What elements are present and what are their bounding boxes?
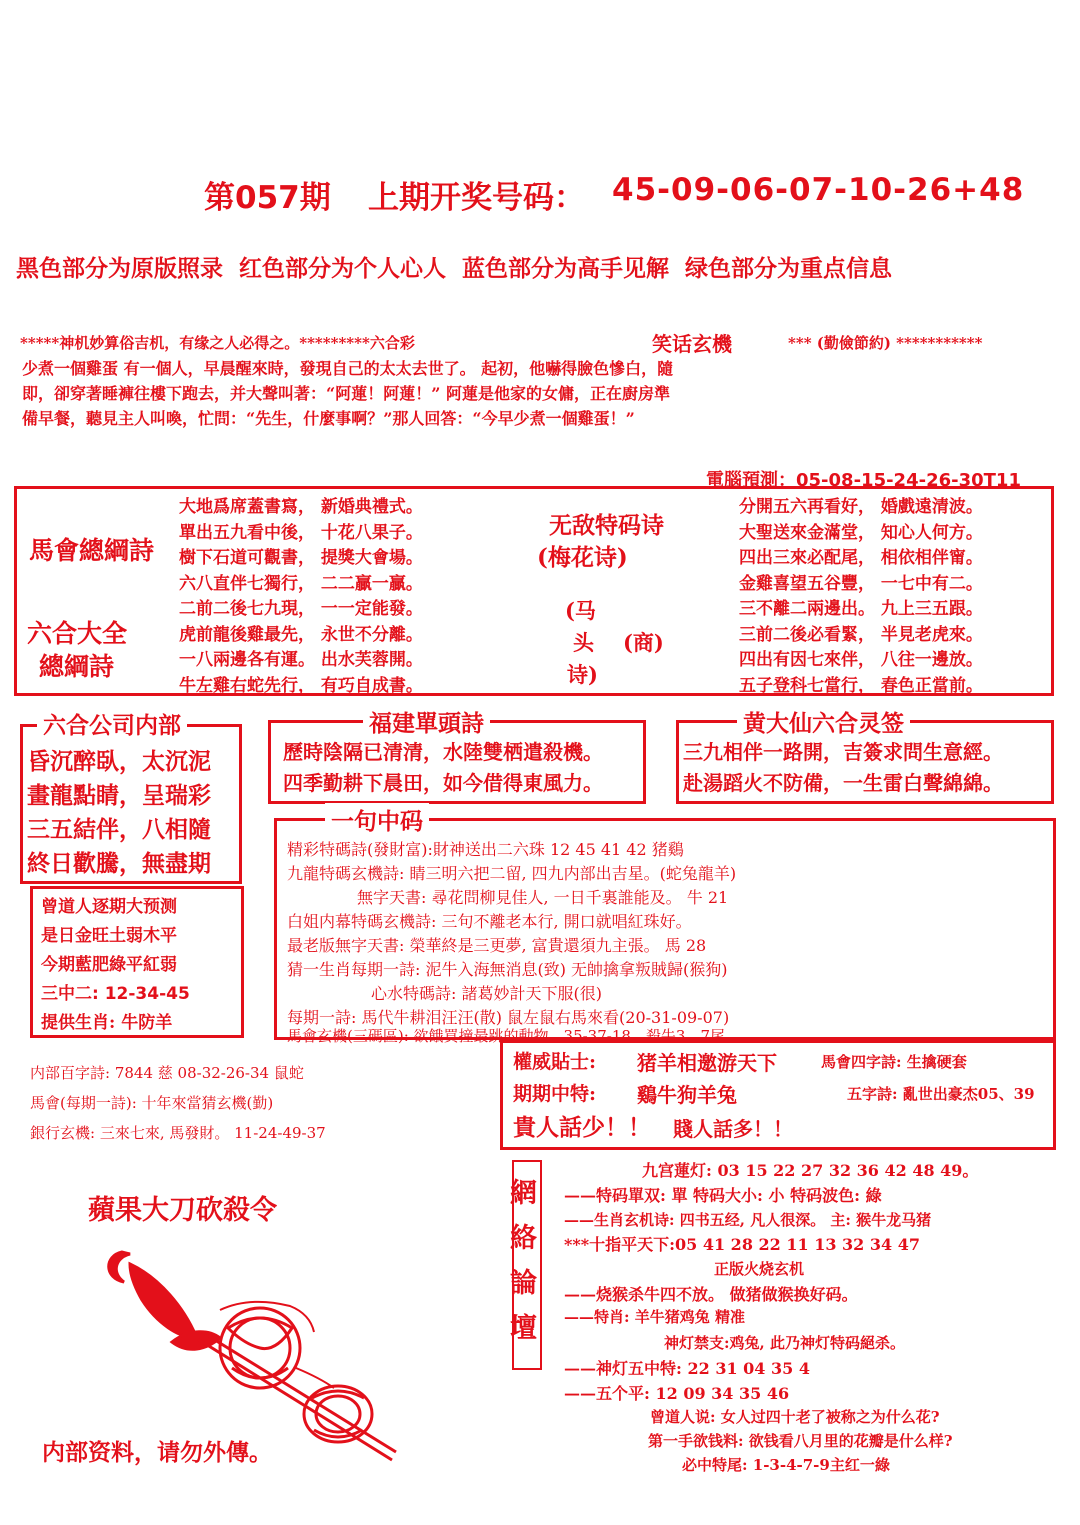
- authority-label-1: 權威貼士:: [513, 1051, 597, 1073]
- slogan-lowly: 賤人話多！！: [673, 1117, 793, 1141]
- network-line: 九宫蓮灯: 03 15 22 27 32 36 42 48 49。: [642, 1161, 979, 1180]
- poem-line: 二前二後七九現， 一一定能發。: [179, 599, 423, 619]
- neibu-section: [30, 1058, 326, 1148]
- yiju-line: 猜一生肖每期一詩: 泥牛入海無消息(致) 无帥擒拿叛賊歸(猴狗): [287, 960, 728, 979]
- yiju-line: 最老版無字天書: 榮華終是三更夢, 富貴還須九主張。 馬 28: [287, 936, 707, 955]
- fujian-line: 四季勤耕下晨田，如今借得東風力。: [283, 771, 603, 795]
- computer-prediction: 電腦預測：05-08-15-24-26-30T11: [706, 470, 1021, 491]
- joke-heading-left: *****神机妙算俗吉机，有缘之人必得之。*********六合彩: [20, 334, 415, 352]
- authority-text-1: 猪羊相邀游天下: [637, 1051, 777, 1075]
- shang-label: (商): [623, 630, 664, 655]
- liuhe-title-2: 總綱詩: [39, 652, 115, 681]
- network-line: ——烧猴杀牛四不放。 做猪做猴换好码。: [564, 1285, 858, 1304]
- poem-line: 三不離二兩邊出。 九上三五跟。: [739, 599, 983, 619]
- authority-right-2: 五字詩: 亂世出豪杰05、39: [847, 1085, 1035, 1103]
- network-line: ——神灯五中特: 22 31 04 35 4: [564, 1359, 810, 1378]
- zengdao-line: 三中二: 12-34-45: [41, 984, 190, 1004]
- poem-line: 五子登科七當行， 春色正當前。: [739, 675, 983, 696]
- joke-heading-title: 笑话玄機: [652, 332, 732, 356]
- network-line: 曾道人说: 女人过四十老了被称之为什么花?: [650, 1408, 940, 1426]
- slogan-nobles: 貴人話少！！: [513, 1114, 651, 1141]
- company-line: 昏沉醉臥，太沉泥: [27, 748, 211, 775]
- joke-line: 少煮一個雞蛋 有一個人，早晨醒來時，發現自己的太太去世了。 起初，他嚇得臉色慘白，隨: [22, 359, 674, 378]
- meihua-title: (梅花诗): [537, 544, 628, 571]
- wudi-title: 无敌特码诗: [549, 512, 664, 539]
- poem-line: 大地爲席蓋書寫， 新婚典禮式。: [179, 497, 423, 517]
- network-line: ——五个平: 12 09 34 35 46: [564, 1384, 790, 1403]
- fujian-line: 歷時陰隔已清清，水陸雙栖遣殺機。: [283, 740, 603, 764]
- neibu-line: 内部百字詩: 7844 慈 08-32-26-34 鼠蛇: [30, 1064, 304, 1082]
- mahui-title: 馬會總綱詩: [29, 536, 155, 565]
- network-line: ——特码單双: 單 特码大小: 小 特码波色: 綠: [564, 1186, 882, 1205]
- yiju-title: 一句中码: [325, 803, 429, 836]
- company-box: [20, 712, 242, 884]
- poem-line: 六八直伴七獨行， 二二贏一贏。: [179, 573, 423, 594]
- authority-text-2: 鷄牛狗羊兔: [637, 1083, 737, 1107]
- poem-line: 單出五九看中後， 十花八果子。: [179, 522, 423, 543]
- huangdaxian-line: 三九相伴一路開，吉簽求問生意經。: [683, 740, 1003, 764]
- matou-1: (马: [565, 598, 596, 623]
- zengdao-line: 是日金旺土弱木平: [41, 926, 177, 946]
- yiju-line: 每期一詩: 馬代牛耕泪汪汪(散) 鼠左鼠右馬來看(20-31-09-07): [287, 1008, 730, 1027]
- joke-heading-right: *** (勤儉節約) ***********: [788, 334, 983, 352]
- joke-line: 備早餐，聽見主人叫喚，忙問：“先生，什麼事啊？”那人回答：“今早少煮一個雞蛋！”: [22, 409, 635, 428]
- authority-box: [500, 1040, 1056, 1150]
- poem-line: 樹下石道可觀書， 提獎大會場。: [179, 548, 423, 568]
- liuhe-title-1: 六合大全: [27, 619, 128, 648]
- joke-text: [22, 356, 673, 431]
- poem-left: [179, 495, 423, 699]
- yiju-line: 精彩特碼詩(發財富):財神送出二六珠 12 45 41 42 猪鷄: [287, 840, 684, 859]
- huangdaxian-box: [676, 710, 1054, 804]
- company-lines: [27, 745, 211, 881]
- poem-line: 四出三來必配尾， 相依相伴甯。: [739, 548, 983, 568]
- poem-line: 分開五六再看好， 婚戲遠清波。: [739, 497, 983, 517]
- zengdao-box: [30, 886, 244, 1038]
- joke-line: 即，卻穿著睡褲往樓下跑去，并大聲叫著：“阿蓮！阿蓮！” 阿蓮是他家的女傭，正在廚房準: [22, 384, 670, 403]
- authority-right-1: 馬會四字詩: 生擒硬套: [821, 1053, 967, 1071]
- blade-icon: [130, 1264, 196, 1337]
- network-line: ***十指平天下:05 41 28 22 11 13 32 34 47: [564, 1235, 920, 1254]
- main-poem-box: [14, 486, 1054, 696]
- yiju-line: 心水特碼詩: 諸葛妙計天下服(很): [371, 984, 602, 1003]
- zengdao-title: 曾道人逐期大预测: [41, 897, 177, 917]
- apple-footer: 内部资料，请勿外傳。: [42, 1439, 272, 1466]
- crescent-icon: [109, 1252, 130, 1282]
- poem-line: 虎前龍後雞最先， 永世不分離。: [179, 624, 423, 645]
- network-line: ——生肖玄机诗: 四书五经, 凡人很深。 主: 猴牛龙马猪: [564, 1211, 932, 1229]
- authority-label-2: 期期中特:: [513, 1083, 597, 1105]
- zengdao-line: 提供生肖: 牛防羊: [41, 1013, 173, 1033]
- poem-line: 牛左雞右蛇先行， 有巧自成書。: [179, 675, 423, 696]
- network-line: 第一手欲钱料: 欲钱看八月里的花瓣是什么样?: [648, 1432, 953, 1450]
- yiju-box: [274, 808, 1056, 1045]
- fujian-lines: [283, 737, 603, 799]
- zengdao-lines: [41, 893, 190, 1038]
- poem-line: 大聖送來金滿堂， 知心人何方。: [739, 522, 983, 543]
- yiju-line: 馬會玄機(三碼區): 欲餓買撞最跳的動物。35-37-18。殺牛3、7尾: [287, 1027, 726, 1045]
- poem-line: 金雞喜望五谷豐， 一七中有二。: [739, 573, 983, 594]
- issue-number: 第057期: [204, 180, 331, 216]
- poem-right: [739, 495, 983, 699]
- poem-line: 四出有因七來伴， 八往一邊放。: [739, 650, 983, 670]
- huangdaxian-title: 黄大仙六合灵签: [737, 705, 910, 738]
- matou-3: 诗): [567, 662, 598, 687]
- last-draw-numbers: 45-09-06-07-10-26+48: [612, 172, 1025, 208]
- color-legend: 黑色部分为原版照录 红色部分为个人心人 蓝色部分为高手见解 绿色部分为重点信息: [16, 256, 893, 282]
- yiju-line: 白姐内幕特碼玄機詩: 三句不離老本行, 開口就唱紅珠好。: [287, 912, 692, 931]
- company-line: 三五結伴，八相隨: [27, 816, 211, 843]
- company-line: 畫龍點睛，呈瑞彩: [27, 782, 211, 809]
- huangdaxian-lines: [683, 737, 1003, 799]
- zengdao-line: 今期藍肥綠平紅弱: [41, 955, 177, 975]
- matou-2: 头: [573, 630, 594, 655]
- network-line: 神灯禁支:鸡兔, 此乃神灯特码絕杀。: [664, 1334, 905, 1352]
- network-line: 正版火烧玄机: [714, 1260, 805, 1278]
- apple-title: 蘋果大刀砍殺令: [88, 1195, 277, 1226]
- poem-line: 三前二後必看緊， 半見老虎來。: [739, 624, 983, 645]
- fujian-title: 福建單頭詩: [363, 705, 490, 738]
- company-title: 六合公司内部: [37, 707, 187, 740]
- neibu-line: 銀行玄機: 三來七來, 馬發財。 11-24-49-37: [30, 1124, 326, 1142]
- network-forum-vertical: 網絡論壇: [512, 1160, 542, 1370]
- yiju-line: 無字天書: 尋花問柳見佳人, 一日千裏誰能及。 牛 21: [357, 888, 729, 907]
- huangdaxian-line: 赴湯蹈火不防備，一生雷白聲綿綿。: [683, 771, 1003, 795]
- last-draw-label: 上期开奖号码：: [368, 180, 585, 216]
- poem-line: 一八兩邊各有運。 出水芙蓉開。: [179, 650, 423, 670]
- yiju-line: 九龍特碼玄機詩: 睛三明六把二留, 四九内部出吉星。(蛇兔龍羊): [287, 864, 737, 883]
- network-line: ——特肖: 羊牛猪鸡兔 精准: [564, 1308, 745, 1326]
- company-line: 終日歡騰，無盡期: [27, 850, 211, 877]
- fujian-box: [268, 710, 646, 804]
- network-line: 必中特尾: 1-3-4-7-9主红一綠: [682, 1456, 890, 1474]
- neibu-line: 馬會(每期一詩): 十年來當猜玄機(勤): [30, 1094, 274, 1112]
